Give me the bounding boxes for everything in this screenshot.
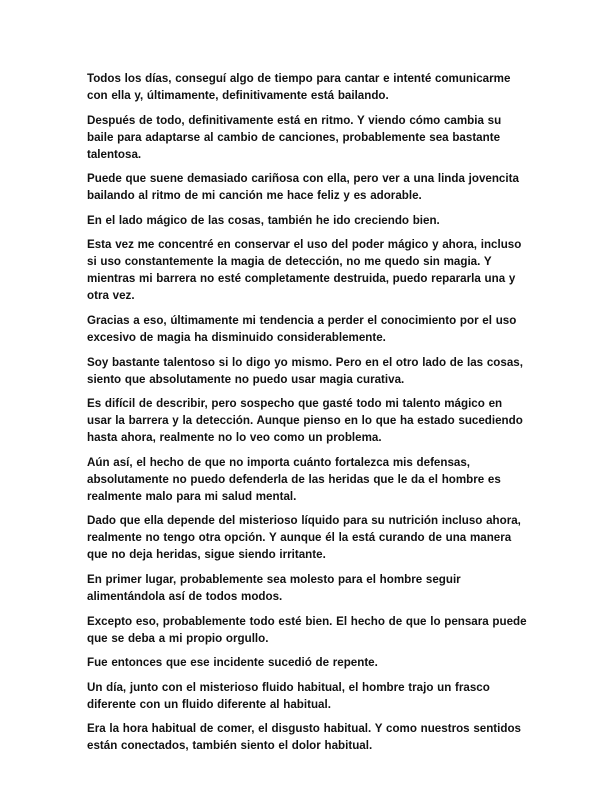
paragraph: Fue entonces que ese incidente sucedió de repente. <box>87 656 378 670</box>
paragraph: Esta vez me concentré en conservar el uso del poder mágico y ahora, incluso si uso constantemente la magia de detección, no me quedo sin magia. Y mientras mi barrera no esté completamente destruida, puedo repararla una y otra vez. <box>87 238 522 303</box>
paragraph: Después de todo, definitivamente está en ritmo. Y viendo cómo cambia su baile para adaptarse al cambio de canciones, probablemente sea bastante talentosa. <box>87 113 502 161</box>
paragraph: Es difícil de describir, pero sospecho que gasté todo mi talento mágico en usar la barrera y la detección. Aunque pienso en lo que ha estado sucediendo hasta ahora, realmente no lo veo como un problema. <box>87 397 523 445</box>
paragraph: Un día, junto con el misterioso fluido habitual, el hombre trajo un frasco diferente con un fluido diferente al habitual. <box>87 680 490 711</box>
paragraph: Excepto eso, probablemente todo esté bien. El hecho de que lo pensara puede que se deba a mi propio orgullo. <box>87 614 527 645</box>
paragraph: Todos los días, conseguí algo de tiempo para cantar e intenté comunicarme con ella y, últimamente, definitivamente está bailando. <box>87 72 511 102</box>
paragraph: Dado que ella depende del misterioso líquido para su nutrición incluso ahora, realmente no tengo otra opción. Y aunque él la está curando de una manera que no deja heridas, sigue siendo irritante. <box>87 514 521 562</box>
paragraph: Aún así, el hecho de que no importa cuánto fortalezca mis defensas, absolutamente no puedo defenderla de las heridas que le da el hombre es realmente malo para mi salud mental. <box>87 455 501 503</box>
paragraph: Soy bastante talentoso si lo digo yo mismo. Pero en el otro lado de las cosas, siento que absolutamente no puedo usar magia curativa. <box>87 355 523 386</box>
paragraph: En primer lugar, probablemente sea molesto para el hombre seguir alimentándola así de todos modos. <box>87 572 461 603</box>
paragraph: En el lado mágico de las cosas, también he ido creciendo bien. <box>87 213 440 227</box>
paragraph: Puede que suene demasiado cariñosa con ella, pero ver a una linda jovencita bailando al ritmo de mi canción me hace feliz y es adorable. <box>87 172 519 203</box>
paragraph: Era la hora habitual de comer, el disgusto habitual. Y como nuestros sentidos están conectados, también siento el dolor habitual. <box>87 722 522 753</box>
paragraph: Gracias a eso, últimamente mi tendencia a perder el conocimiento por el uso excesivo de magia ha disminuido considerablemente. <box>87 313 517 344</box>
document-body <box>87 70 527 762</box>
